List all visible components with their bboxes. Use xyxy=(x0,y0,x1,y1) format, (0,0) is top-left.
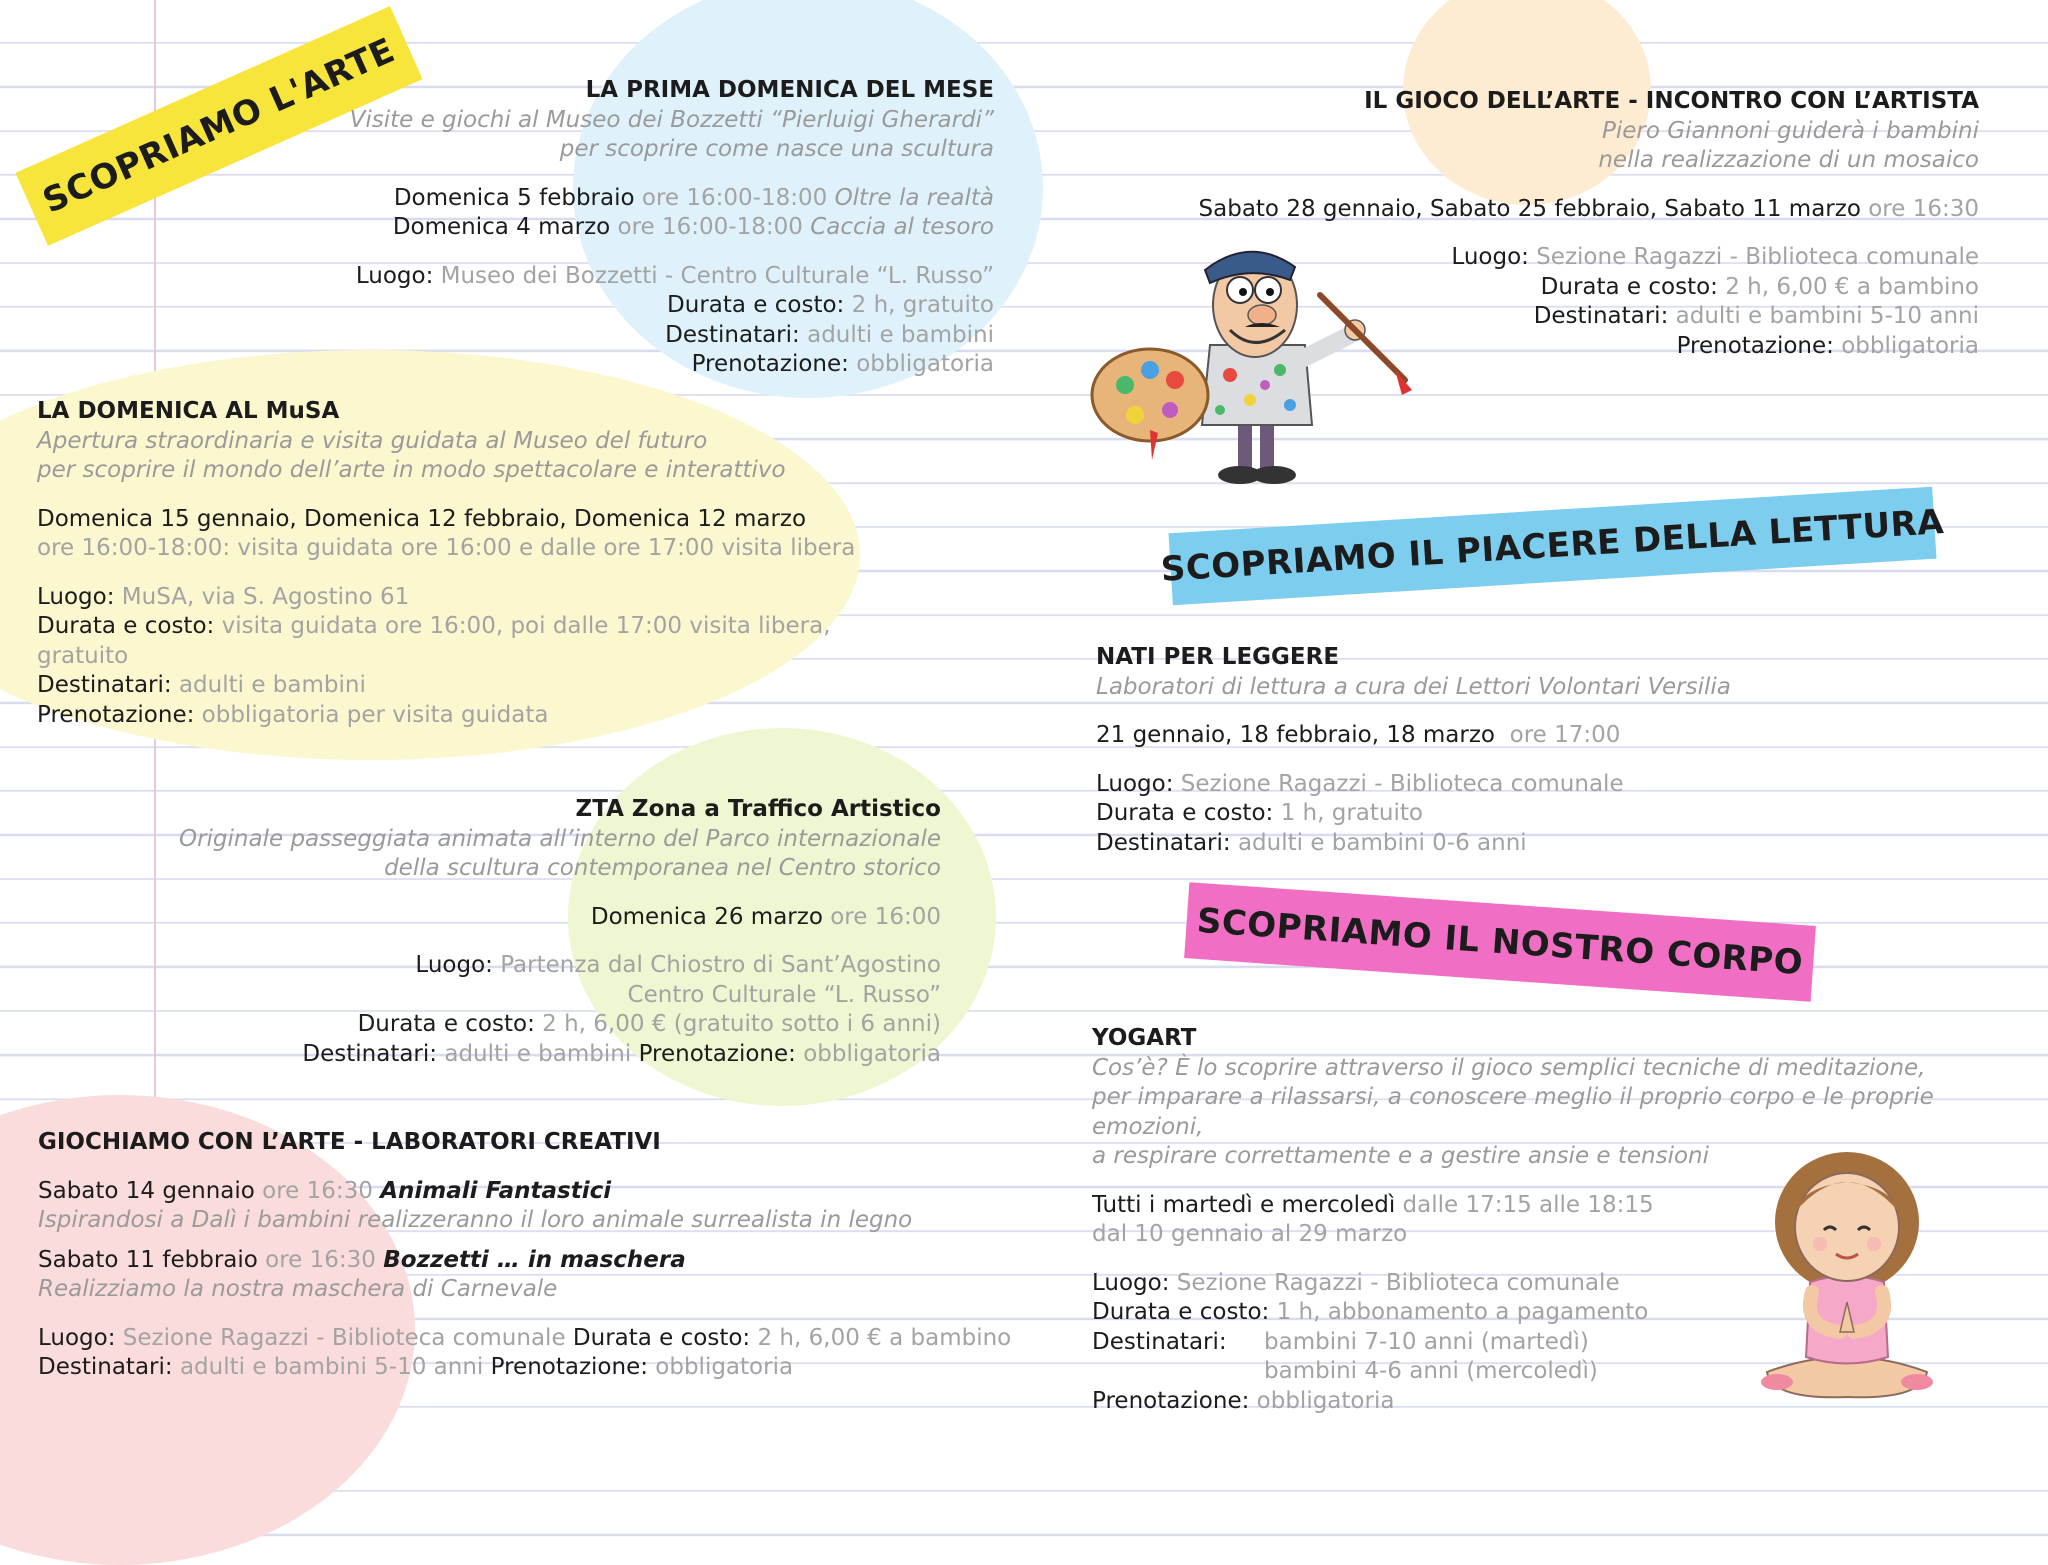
nati-leggere-dates: 21 gennaio, 18 febbraio, 18 marzo ore 17:00 xyxy=(1096,722,1621,748)
gioco-arte-destinatari: Destinatari: adulti e bambini 5-10 anni xyxy=(1533,303,1979,329)
gioco-arte-luogo: Luogo: Sezione Ragazzi - Biblioteca comunale xyxy=(1451,244,1979,270)
laboratori-session-2-desc: Realizziamo la nostra maschera di Carnevale xyxy=(38,1276,558,1302)
prima-domenica-section xyxy=(274,76,994,380)
nati-leggere-destinatari: Destinatari: adulti e bambini 0-6 anni xyxy=(1096,829,1527,856)
banner-lettura-text: SCOPRIAMO IL PIACERE DELLA LETTURA xyxy=(1159,502,1946,590)
banner-corpo-text: SCOPRIAMO IL NOSTRO CORPO xyxy=(1195,900,1805,984)
yogart-luogo: Luogo: Sezione Ragazzi - Biblioteca comunale xyxy=(1092,1269,1620,1296)
zta-date: Domenica 26 marzo ore 16:00 xyxy=(590,903,941,930)
musa-dates: Domenica 15 gennaio, Domenica 12 febbraio, Domenica 12 marzo xyxy=(37,505,807,532)
zta-luogo-2: Centro Culturale “L. Russo” xyxy=(627,981,941,1008)
painter-illustration xyxy=(1090,245,1420,495)
musa-title: LA DOMENICA AL MuSA xyxy=(37,398,340,424)
nati-leggere-luogo: Luogo: Sezione Ragazzi - Biblioteca comunale xyxy=(1096,770,1624,797)
nati-leggere-durata: Durata e costo: 1 h, gratuito xyxy=(1096,800,1423,826)
musa-times: ore 16:00-18:00: visita guidata ore 16:00 e dalle ore 17:00 visita libera xyxy=(37,535,856,561)
prima-domenica-durata: Durata e costo: 2 h, gratuito xyxy=(667,292,994,318)
musa-desc-1: Apertura straordinaria e visita guidata al Museo del futuro xyxy=(37,427,708,454)
musa-destinatari: Destinatari: adulti e bambini xyxy=(37,672,366,698)
laboratori-section xyxy=(38,1128,1018,1383)
prima-domenica-date-2: Domenica 4 marzo ore 16:00-18:00 Caccia al tesoro xyxy=(392,214,994,240)
musa-durata: Durata e costo: visita guidata ore 16:00, poi dalle 17:00 visita libera, gratuito xyxy=(37,613,831,669)
nati-leggere-desc: Laboratori di lettura a cura dei Lettori Volontari Versilia xyxy=(1096,673,1731,700)
zta-desc-1: Originale passeggiata animata all’interno del Parco internazionale xyxy=(178,825,941,852)
yogart-desc-1: Cos’è? È lo scoprire attraverso il gioco semplici tecniche di meditazione, xyxy=(1092,1054,1926,1081)
prima-domenica-title: LA PRIMA DOMENICA DEL MESE xyxy=(585,77,994,103)
laboratori-session-1-desc: Ispirandosi a Dalì i bambini realizzeranno il loro animale surrealista in legno xyxy=(38,1207,913,1233)
laboratori-destinatari: Destinatari: adulti e bambini 5-10 anni Prenotazione: obbligatoria xyxy=(38,1354,794,1380)
banner-scopriamo-lettura xyxy=(1159,487,1946,606)
zta-title: ZTA Zona a Traffico Artistico xyxy=(575,796,941,822)
yogart-durata: Durata e costo: 1 h, abbonamento a pagamento xyxy=(1092,1299,1649,1325)
gioco-arte-dates: Sabato 28 gennaio, Sabato 25 febbraio, Sabato 11 marzo ore 16:30 xyxy=(1198,195,1979,222)
prima-domenica-desc-1: Visite e giochi al Museo dei Bozzetti “Pierluigi Gherardi” xyxy=(349,106,994,133)
yogart-destinatari: Destinatari: bambini 7-10 anni (martedì) xyxy=(1092,1328,1589,1355)
banner-scopriamo-corpo xyxy=(1184,882,1816,1002)
yogart-when: Tutti i martedì e mercoledì dalle 17:15 alle 18:15 xyxy=(1092,1191,1654,1218)
yogart-destinatari-2: bambini 4-6 anni (mercoledì) xyxy=(1264,1358,1598,1384)
yogart-title: YOGART xyxy=(1092,1025,1197,1051)
gioco-arte-prenotazione: Prenotazione: obbligatoria xyxy=(1676,332,1979,359)
zta-luogo: Luogo: Partenza dal Chiostro di Sant’Agostino xyxy=(415,952,941,978)
gioco-arte-title: IL GIOCO DELL’ARTE - INCONTRO CON L’ARTISTA xyxy=(1364,88,1979,114)
musa-section xyxy=(37,397,867,730)
yogart-desc-3: a respirare correttamente e a gestire ansie e tensioni xyxy=(1092,1143,1710,1169)
laboratori-session-1: Sabato 14 gennaio ore 16:30 Animali Fantastici xyxy=(38,1177,612,1204)
prima-domenica-luogo: Luogo: Museo dei Bozzetti - Centro Culturale “L. Russo” xyxy=(355,262,994,289)
zta-section xyxy=(161,795,941,1069)
yogart-prenotazione: Prenotazione: obbligatoria xyxy=(1092,1387,1395,1414)
prima-domenica-date-1: Domenica 5 febbraio ore 16:00-18:00 Oltre la realtà xyxy=(393,184,994,211)
zta-destinatari: Destinatari: adulti e bambini Prenotazione: obbligatoria xyxy=(302,1040,941,1067)
prima-domenica-prenotazione: Prenotazione: obbligatoria xyxy=(691,351,994,377)
musa-prenotazione: Prenotazione: obbligatoria per visita guidata xyxy=(37,701,549,728)
prima-domenica-destinatari: Destinatari: adulti e bambini xyxy=(665,321,994,348)
gioco-arte-desc-2: nella realizzazione di un mosaico xyxy=(1598,147,1979,173)
laboratori-session-2: Sabato 11 febbraio ore 16:30 Bozzetti … in maschera xyxy=(38,1246,686,1273)
zta-durata: Durata e costo: 2 h, 6,00 € (gratuito sotto i 6 anni) xyxy=(357,1011,941,1037)
gioco-arte-durata: Durata e costo: 2 h, 6,00 € a bambino xyxy=(1540,273,1979,300)
zta-desc-2: della scultura contemporanea nel Centro storico xyxy=(384,855,941,881)
yogart-period: dal 10 gennaio al 29 marzo xyxy=(1092,1221,1408,1247)
prima-domenica-desc-2: per scoprire come nasce una scultura xyxy=(559,136,994,162)
yoga-girl-illustration xyxy=(1752,1142,1942,1412)
nati-leggere-section xyxy=(1096,643,1896,858)
laboratori-title: GIOCHIAMO CON L’ARTE - LABORATORI CREATIVI xyxy=(38,1129,661,1155)
laboratori-luogo-durata: Luogo: Sezione Ragazzi - Biblioteca comunale Durata e costo: 2 h, 6,00 € a bambino xyxy=(38,1324,1012,1351)
musa-luogo: Luogo: MuSA, via S. Agostino 61 xyxy=(37,583,410,610)
banner-arte-text: SCOPRIAMO L'ARTE xyxy=(37,30,401,222)
nati-leggere-title: NATI PER LEGGERE xyxy=(1096,644,1340,670)
yogart-desc-2: per imparare a rilassarsi, a conoscere meglio il proprio corpo e le proprie emozioni, xyxy=(1092,1084,1934,1140)
musa-desc-2: per scoprire il mondo dell’arte in modo spettacolare e interattivo xyxy=(37,457,786,483)
gioco-arte-desc-1: Piero Giannoni guiderà i bambini xyxy=(1602,117,1979,144)
